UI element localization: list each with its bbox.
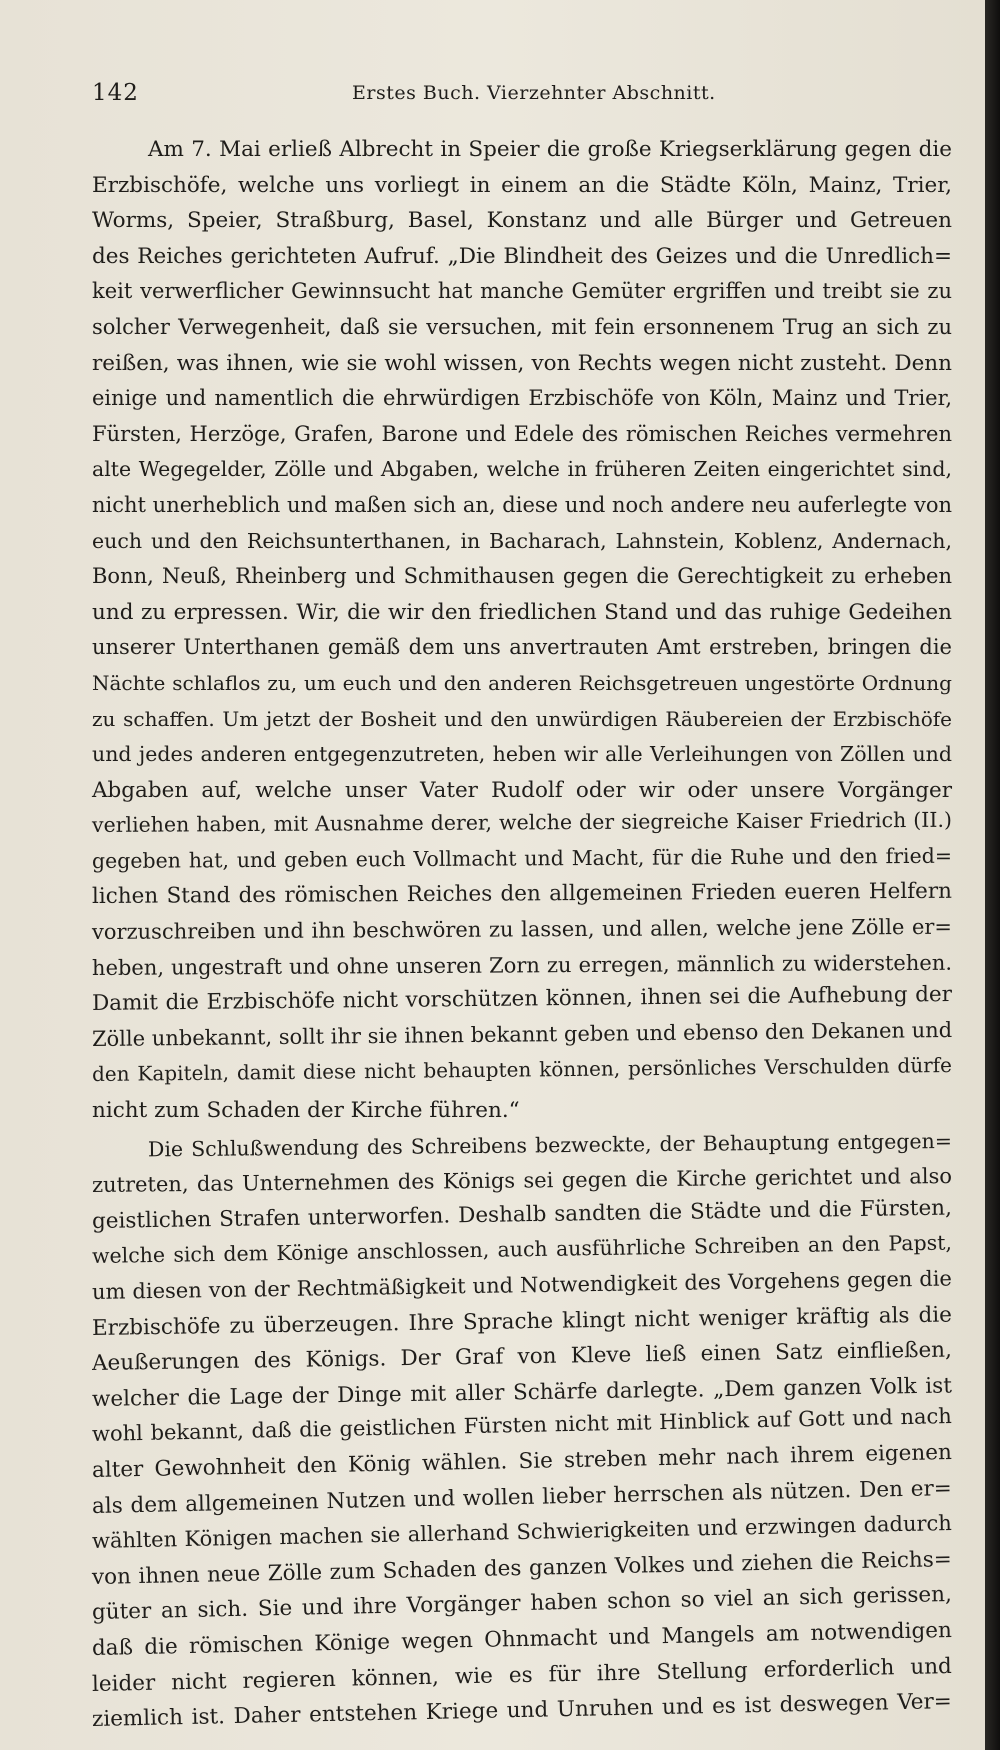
text-line: zu schaffen. Um jetzt der Bosheit und den unwürdigen Räubereien der Erzbischöfe <box>92 706 952 731</box>
text-line: Die Schlußwendung des Schreibens bezweckte, der Behauptung entgegen= <box>147 1128 953 1162</box>
text-line: unserer Unterthanen gemäß dem uns anvertrauten Amt erstreben, bringen die <box>92 635 952 660</box>
paragraph-commentary <box>91 1128 953 1738</box>
paragraph-declaration <box>92 132 952 1129</box>
text-line: leider nicht regieren können, wie es für ihre Stellung erforderlich und <box>91 1653 953 1697</box>
text-line: einige und namentlich die ehrwürdigen Erzbischöfe von Köln, Mainz und Trier, <box>92 386 952 411</box>
text-line: Abgaben auf, welche unser Vater Rudolf oder wir oder unsere Vorgänger <box>92 777 952 803</box>
text-line: gegeben hat, und geben euch Vollmacht und Macht, für die Ruhe und den fried= <box>91 843 953 873</box>
text-line: Bonn, Neuß, Rheinberg und Schmithausen gegen die Gerechtigkeit zu erheben <box>92 564 952 589</box>
text-line: Am 7. Mai erließ Albrecht in Speier die große Kriegserklärung gegen die <box>148 137 952 162</box>
text-line: alter Gewohnheit den König wählen. Sie streben mehr nach ihrem eigenen <box>91 1439 953 1483</box>
text-line: nicht zum Schaden der Kirche führen.“ <box>92 1098 520 1124</box>
text-line: reißen, was ihnen, wie sie wohl wissen, von Rechts wegen nicht zusteht. Denn <box>92 350 952 376</box>
text-line: vorzuschreiben und ihn beschwören zu lassen, und allen, welche jene Zölle er= <box>91 914 953 945</box>
text-line: welche sich dem Könige anschlossen, auch ausführliche Schreiben an den Papst, <box>91 1230 953 1269</box>
text-line: euch und den Reichsunterthanen, in Bacharach, Lahnstein, Koblenz, Andernach, <box>92 528 952 553</box>
text-line: um diesen von der Rechtmäßigkeit und Notwendigkeit des Vorgehens gegen die <box>91 1266 953 1304</box>
page-number: 142 <box>92 80 139 106</box>
text-line: Damit die Erzbischöfe nicht vorschützen können, ihnen sei die Aufhebung der <box>91 982 953 1017</box>
text-line: lichen Stand des römischen Reiches den allgemeinen Frieden eueren Helfern <box>91 879 953 910</box>
text-line: Zölle unbekannt, sollt ihr sie ihnen bekannt geben und ebenso den Dekanen und <box>91 1017 953 1051</box>
text-line: nicht unerheblich und maßen sich an, diese und noch andere neu auferlegte von <box>92 492 952 517</box>
page-edge-shadow <box>985 0 1000 1750</box>
text-line: wohl bekannt, daß die geistlichen Fürsten nicht mit Hinblick auf Gott und nach <box>91 1404 953 1447</box>
text-line: von ihnen neue Zölle zum Schaden des ganzen Volkes und ziehen die Reichs= <box>91 1546 953 1590</box>
text-line: und jedes anderen entgegenzutreten, heben wir alle Verleihungen von Zöllen und <box>92 742 952 767</box>
text-line: Nächte schlaflos zu, um euch und den anderen Reichsgetreuen ungestörte Ordnung <box>92 670 952 695</box>
text-line: welcher die Lage der Dinge mit aller Schärfe darlegte. „Dem ganzen Volk ist <box>91 1373 953 1412</box>
text-line: des Reiches gerichteten Aufruf. „Die Blindheit des Geizes und die Unredlich= <box>92 243 952 269</box>
body-text <box>92 132 952 1738</box>
text-line: ziemlich ist. Daher entstehen Kriege und Unruhen und es ist deswegen Ver= <box>91 1689 953 1733</box>
text-line: wählten Königen machen sie allerhand Schwierigkeiten und erzwingen dadurch <box>91 1511 953 1554</box>
text-line: Erzbischöfe zu überzeugen. Ihre Sprache klingt nicht weniger kräftig als die <box>91 1302 953 1341</box>
text-line: solcher Verwegenheit, daß sie versuchen, mit fein ersonnenem Trug an sich zu <box>92 314 952 339</box>
text-line: Erzbischöfe, welche uns vorliegt in einem an die Städte Köln, Mainz, Trier, <box>92 172 952 198</box>
text-line: Worms, Speier, Straßburg, Basel, Konstanz und alle Bürger und Getreuen <box>92 208 952 234</box>
text-line: alte Wegegelder, Zölle und Abgaben, welche in früheren Zeiten eingerichtet sind, <box>92 457 952 482</box>
text-line: daß die römischen Könige wegen Ohnmacht und Mangels am notwendigen <box>91 1617 953 1661</box>
text-line: Aeußerungen des Königs. Der Graf von Kleve ließ einen Satz einfließen, <box>91 1337 953 1377</box>
running-head <box>92 80 912 116</box>
text-line: keit verwerflicher Gewinnsucht hat manche Gemüter ergriffen und treibt sie zu <box>92 279 952 304</box>
text-line: zutreten, das Unternehmen des Königs sei gegen die Kirche gerichtet und also <box>91 1164 953 1198</box>
text-line: Fürsten, Herzöge, Grafen, Barone und Edele des römischen Reiches vermehren <box>92 421 952 446</box>
running-title: Erstes Buch. Vierzehnter Abschnitt. <box>352 82 716 104</box>
text-line: geistlichen Strafen unterworfen. Deshalb sandten die Städte und die Fürsten, <box>91 1195 953 1234</box>
text-line: als dem allgemeinen Nutzen und wollen lieber herrschen als nützen. Den er= <box>91 1475 953 1519</box>
text-line: und zu erpressen. Wir, die wir den friedlichen Stand und das ruhige Gedeihen <box>92 599 952 625</box>
text-line: den Kapiteln, damit diese nicht behaupten können, persönliches Verschulden dürfe <box>91 1053 953 1087</box>
text-line: verliehen haben, mit Ausnahme derer, welche der siegreiche Kaiser Friedrich (II.) <box>91 808 953 838</box>
text-line: güter an sich. Sie und ihre Vorgänger haben schon so viel an sich gerissen, <box>91 1582 953 1626</box>
text-line: heben, ungestraft und ohne unseren Zorn zu erregen, männlich zu widerstehen. <box>91 950 953 980</box>
